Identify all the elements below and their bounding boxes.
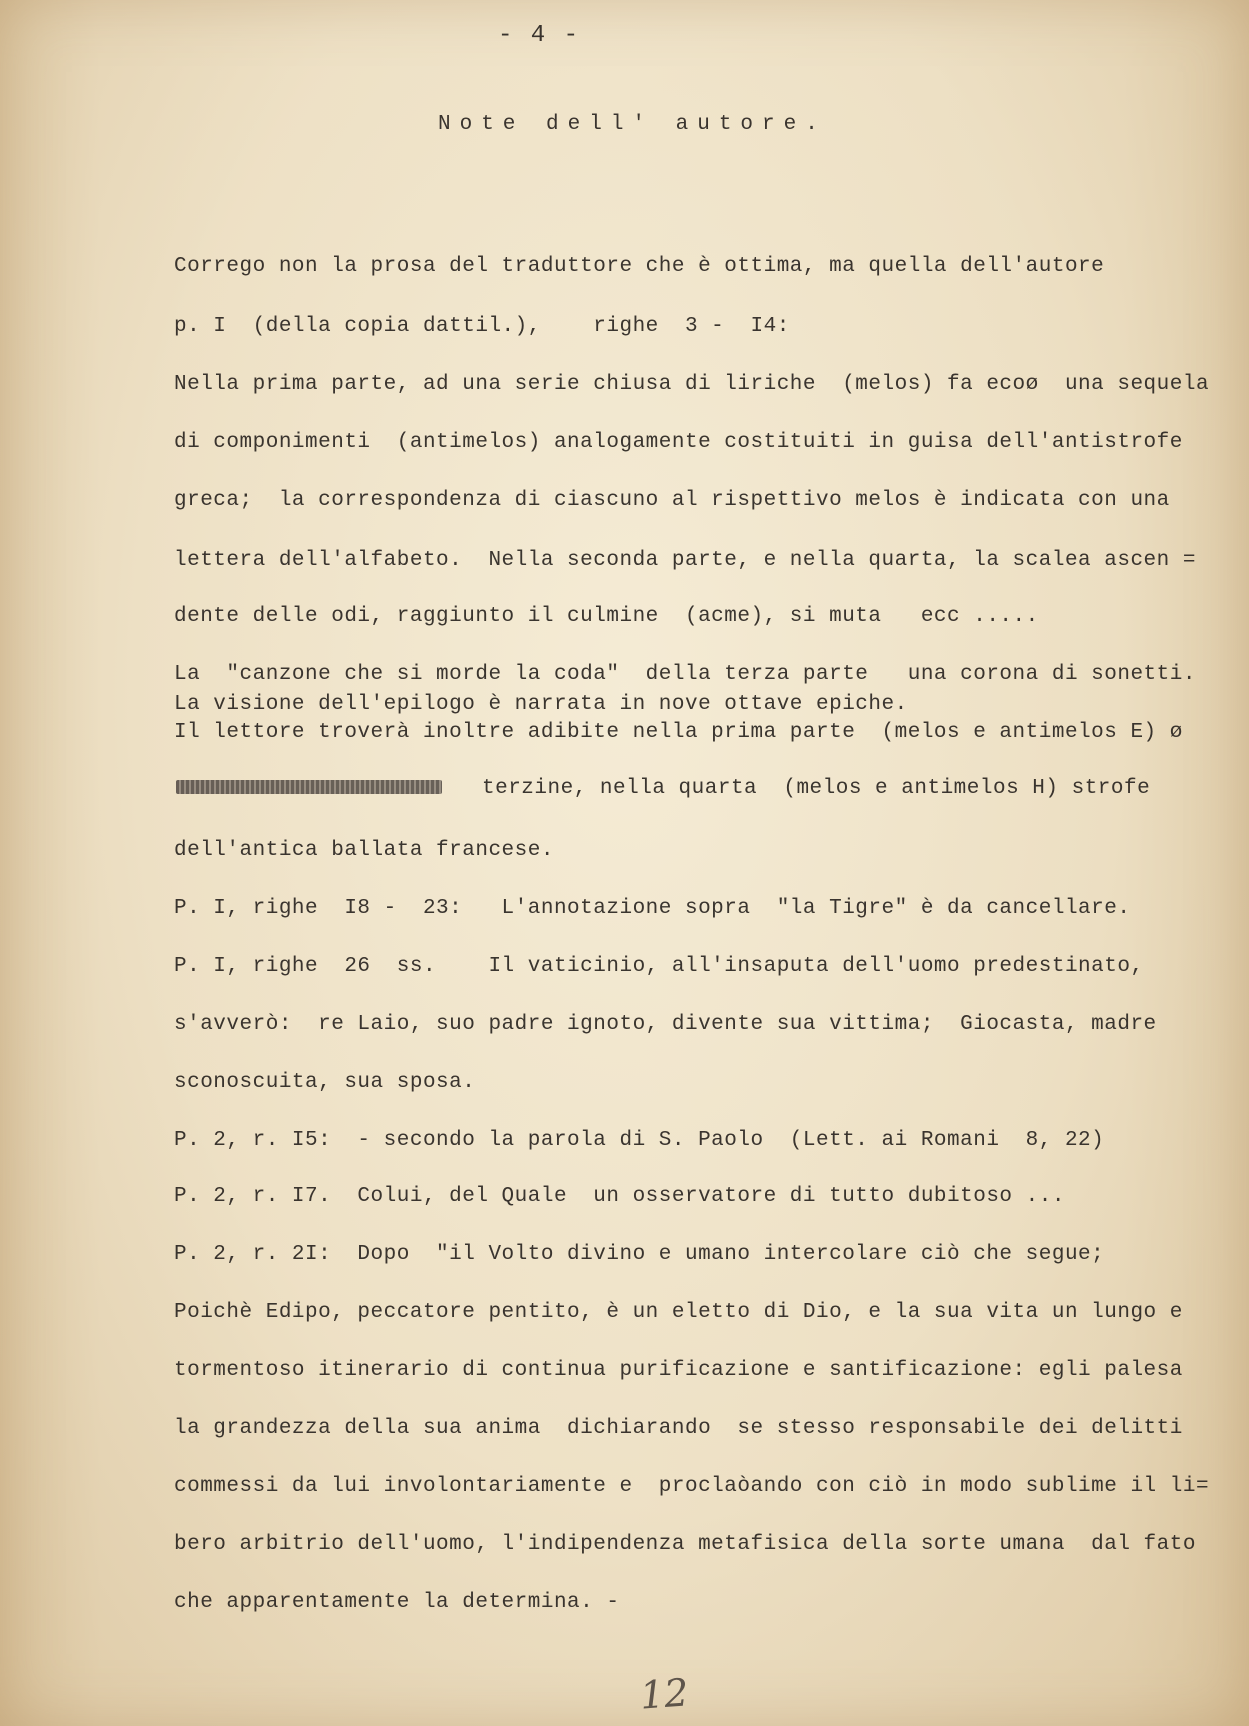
text-line: P. I, righe 26 ss. Il vaticinio, all'insaputa dell'uomo predestinato, [174, 955, 1144, 978]
text-line: dell'antica ballata francese. [174, 839, 554, 862]
text-line: P. 2, r. I7. Colui, del Quale un osservatore di tutto dubitoso ... [174, 1185, 1065, 1208]
text-line: dente delle odi, raggiunto il culmine (acme), si muta ecc ..... [174, 605, 1039, 628]
page-title: Note dell' autore. [438, 113, 827, 136]
page-number: - 4 - [498, 22, 581, 49]
text-line: P. 2, r. 2I: Dopo "il Volto divino e umano intercolare ciò che segue; [174, 1243, 1105, 1266]
text-line: Nella prima parte, ad una serie chiusa di liriche (melos) fa ecoø una sequela [174, 373, 1210, 396]
text-line: di componimenti (antimelos) analogamente costituiti in guisa dell'antistrofe [174, 431, 1183, 454]
text-line: lettera dell'alfabeto. Nella seconda parte, e nella quarta, la scalea ascen = [174, 549, 1196, 572]
text-line: P. I, righe I8 - 23: L'annotazione sopra "la Tigre" è da cancellare. [174, 897, 1131, 920]
text-line: P. 2, r. I5: - secondo la parola di S. Paolo (Lett. ai Romani 8, 22) [174, 1129, 1105, 1152]
struck-out-text [176, 780, 442, 794]
text-line: Il lettore troverà inoltre adibite nella prima parte (melos e antimelos E) ø [174, 721, 1183, 744]
text-line: bero arbitrio dell'uomo, l'indipendenza metafisica della sorte umana dal fato [174, 1533, 1196, 1556]
text-line: Poichè Edipo, peccatore pentito, è un eletto di Dio, e la sua vita un lungo e [174, 1301, 1183, 1324]
text-line: la grandezza della sua anima dichiarando se stesso responsabile dei delitti [174, 1417, 1183, 1440]
text-line: La visione dell'epilogo è narrata in nove ottave epiche. [174, 693, 908, 716]
text-line: greca; la correspondenza di ciascuno al rispettivo melos è indicata con una [174, 489, 1170, 512]
text-line: p. I (della copia dattil.), righe 3 - I4: [174, 315, 790, 338]
text-line: s'avverò: re Laio, suo padre ignoto, divente sua vittima; Giocasta, madre [174, 1013, 1157, 1036]
text-line: che apparentamente la determina. - [174, 1591, 620, 1614]
text-line: La "canzone che si morde la coda" della terza parte una corona di sonetti. [174, 663, 1196, 686]
text-line: commessi da lui involontariamente e proclaòando con ciò in modo sublime il li= [174, 1475, 1210, 1498]
text-line: sconoscuita, sua sposa. [174, 1071, 476, 1094]
text-line: tormentoso itinerario di continua purificazione e santificazione: egli palesa [174, 1359, 1183, 1382]
text-line: Corrego non la prosa del traduttore che è ottima, ma quella dell'autore [174, 255, 1105, 278]
handwritten-page-number: 12 [638, 1670, 690, 1718]
text-line: terzine, nella quarta (melos e antimelos H) strofe [482, 777, 1151, 800]
